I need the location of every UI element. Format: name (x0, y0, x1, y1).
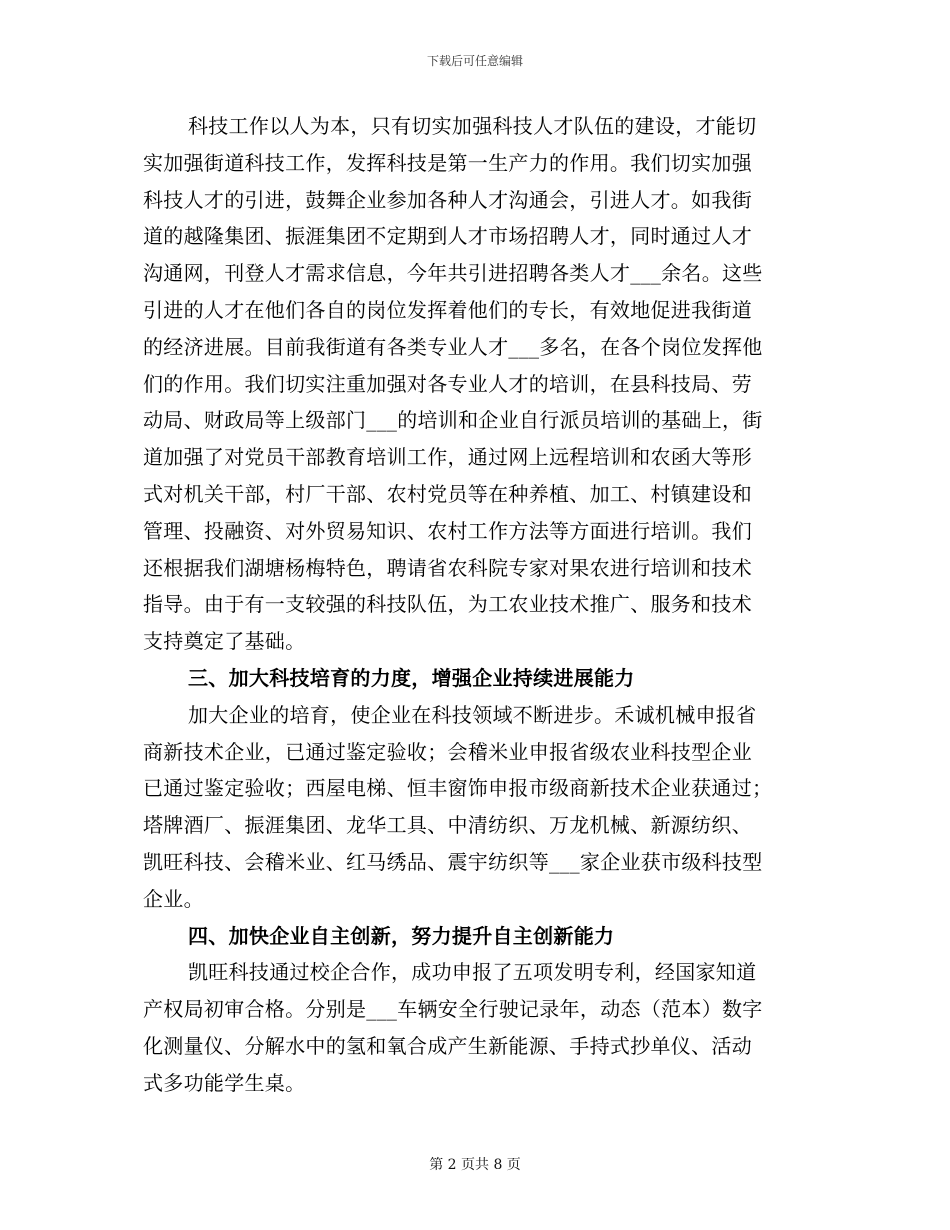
text-line: 商新技术企业，已通过鉴定验收；会稽米业申报省级农业科技型企业 (143, 739, 752, 764)
text-line: 指导。由于有一支较强的科技队伍，为工农业技术推广、服务和技术 (143, 592, 752, 617)
text-line: 企业。 (143, 886, 204, 911)
text-line: 还根据我们湖塘杨梅特色，聘请省农科院专家对果农进行培训和技术 (143, 555, 752, 580)
text-line: 凯旺科技、会稽米业、红马绣品、震宇纺织等___家企业获市级科技型 (143, 849, 763, 874)
text-line: 式多功能学生桌。 (143, 1070, 306, 1095)
text-line: 凯旺科技通过校企合作，成功申报了五项发明专利，经国家知道 (188, 960, 757, 985)
paragraph-cultivation (143, 697, 803, 918)
page-footer: 第 2 页共 8 页 (429, 1157, 521, 1173)
text-line: 支持奠定了基础。 (143, 629, 306, 654)
section-heading-3: 三、加大科技培育的力度，增强企业持续进展能力 (188, 665, 635, 690)
section-heading-4: 四、加快企业自主创新，努力提升自主创新能力 (188, 923, 615, 948)
text-line: 道加强了对党员干部教育培训工作，通过网上远程培训和农函大等形 (143, 445, 752, 470)
text-line: 塔牌酒厂、振涯集团、龙华工具、中清纺织、万龙机械、新源纺织、 (143, 813, 752, 838)
text-line: 科技人才的引进，鼓舞企业参加各种人才沟通会，引进人才。如我街 (143, 187, 752, 212)
text-line: 动局、财政局等上级部门___的培训和企业自行派员培训的基础上，街 (143, 408, 763, 433)
text-line: 已通过鉴定验收；西屋电梯、恒丰窗饰申报市级商新技术企业获通过； (143, 776, 773, 801)
text-line: 道的越隆集团、振涯集团不定期到人才市场招聘人才，同时通过人才 (143, 224, 752, 249)
text-line: 们的作用。我们切实注重加强对各专业人才的培训，在县科技局、劳 (143, 371, 752, 396)
text-line: 沟通网，刊登人才需求信息，今年共引进招聘各类人才___余名。这些 (143, 261, 763, 286)
page-header: 下载后可任意编辑 (426, 54, 523, 68)
text-line: 式对机关干部，村厂干部、农村党员等在种养植、加工、村镇建设和 (143, 481, 752, 506)
text-line: 产权局初审合格。分别是___车辆安全行驶记录年，动态（范本）数字 (143, 997, 763, 1022)
paragraph-innovation (143, 954, 803, 1101)
text-line: 引进的人才在他们各自的岗位发挥着他们的专长，有效地促进我街道 (143, 297, 752, 322)
text-line: 化测量仪、分解水中的氢和氧合成产生新能源、手持式抄单仪、活动 (143, 1033, 752, 1058)
text-line: 管理、投融资、对外贸易知识、农村工作方法等方面进行培训。我们 (143, 518, 752, 543)
paragraph-talent (143, 108, 803, 660)
text-line: 实加强街道科技工作，发挥科技是第一生产力的作用。我们切实加强 (143, 150, 752, 175)
text-line: 加大企业的培育，使企业在科技领域不断进步。禾诚机械申报省 (188, 702, 757, 727)
text-line: 科技工作以人为本，只有切实加强科技人才队伍的建设，才能切 (188, 114, 757, 138)
text-line: 的经济进展。目前我街道有各类专业人才___多名，在各个岗位发挥他 (143, 334, 763, 359)
document-body (143, 108, 803, 1102)
